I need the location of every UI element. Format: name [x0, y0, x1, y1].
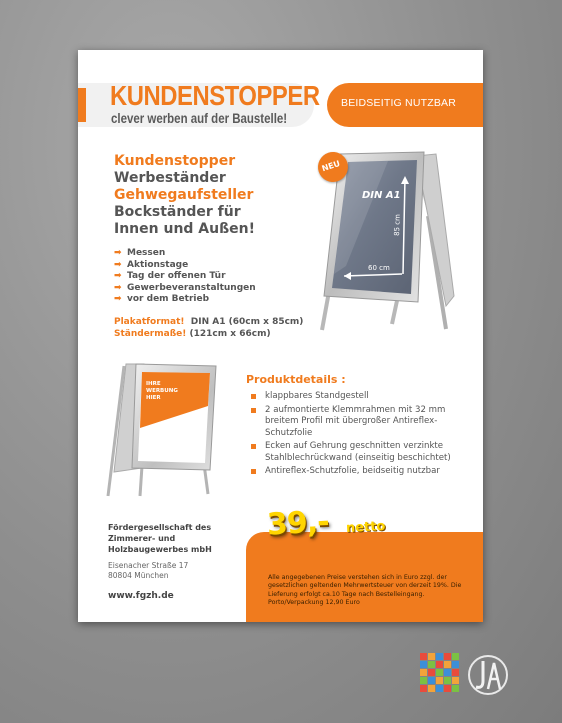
header-bar	[78, 80, 483, 127]
page-title: KUNDENSTOPPER	[110, 80, 320, 111]
ad-text-line2: WERBUNG	[146, 388, 178, 394]
headline-block	[114, 153, 255, 238]
headline-1: Kundenstopper	[114, 153, 236, 169]
list-item: ➡ vor dem Betrieb	[114, 294, 210, 304]
price-suffix: netto	[345, 518, 386, 537]
specs-block	[114, 316, 303, 340]
arrow-right-icon: ➡	[114, 259, 122, 270]
height-label: 85 cm	[393, 213, 402, 237]
headline-4: Bockständer für	[114, 204, 241, 220]
headline-2: Werbeständer	[114, 170, 226, 186]
list-item: Ecken auf Gehrung geschnitten verzinkte Stahlblechrückwand (einseitig beschichtet)	[250, 441, 475, 464]
title-panel	[78, 80, 320, 127]
list-item: ➡ Messen	[114, 248, 166, 258]
flyer-sheet	[78, 50, 483, 622]
tagline: BEIDSEITIG NUTZBAR	[341, 97, 457, 109]
stand-size-label: Ständermaße!	[114, 329, 187, 339]
website-link[interactable]: www.fgzh.de	[108, 591, 174, 601]
list-item: ➡ Tag der offenen Tür	[114, 271, 226, 281]
accent-tab	[78, 88, 86, 122]
ad-text-line3: HIER	[146, 395, 161, 401]
width-label: 60 cm	[368, 264, 390, 272]
list-item: klappbares Standgestell	[250, 391, 475, 403]
list-item: ➡ Aktionstage	[114, 259, 189, 270]
arrow-right-icon: ➡	[114, 294, 122, 304]
list-item: Antireflex-Schutzfolie, beidseitig nutzbar	[250, 466, 475, 478]
stand-size-value: (121cm x 66cm)	[189, 329, 271, 339]
ad-text-line1: IHRE	[146, 381, 161, 387]
monogram-logo	[466, 653, 510, 697]
format-label: DIN A1	[362, 190, 401, 201]
arrow-right-icon: ➡	[114, 248, 122, 258]
details-title: Produktdetails :	[246, 373, 346, 386]
arrow-right-icon: ➡	[114, 271, 122, 281]
poster-format-label: Plakatformat!	[114, 317, 185, 327]
tagline-panel	[327, 83, 483, 127]
pixel-grid-logo	[420, 653, 460, 693]
arrow-right-icon: ➡	[114, 282, 122, 293]
legal-note: Alle angegebenen Preise verstehen sich in Euro zzgl. der gesetzlichen geltenden Mehrwertsteuer von derzeit 19%. Die Lieferung erfolgt ca.10 Tage nach Bestelleingang. Porto/Verpackung 12,90 Euro	[268, 574, 462, 607]
company-name: Fördergesellschaft des Zimmerer- und Holzbaugewerbes mbH	[108, 523, 212, 554]
new-badge: NEU	[314, 148, 352, 186]
details-list	[250, 391, 475, 480]
headline-5: Innen und Außen!	[114, 221, 256, 237]
poster-format-value: DIN A1 (60cm x 85cm)	[190, 317, 304, 327]
list-item: ➡ Gewerbeveranstaltungen	[114, 282, 256, 293]
company-address: Eisenacher Straße 17 80804 München	[108, 561, 189, 580]
uses-list	[114, 248, 256, 306]
ad-stand-image	[104, 360, 222, 500]
page-subtitle: clever werben auf der Baustelle!	[111, 110, 288, 126]
list-item: 2 aufmontierte Klemmrahmen mit 32 mm breitem Profil mit übergroßer Antireflex-Schutzfolie	[250, 405, 475, 440]
price-value: 39,-	[266, 504, 330, 543]
headline-3: Gehwegaufsteller	[114, 187, 254, 203]
